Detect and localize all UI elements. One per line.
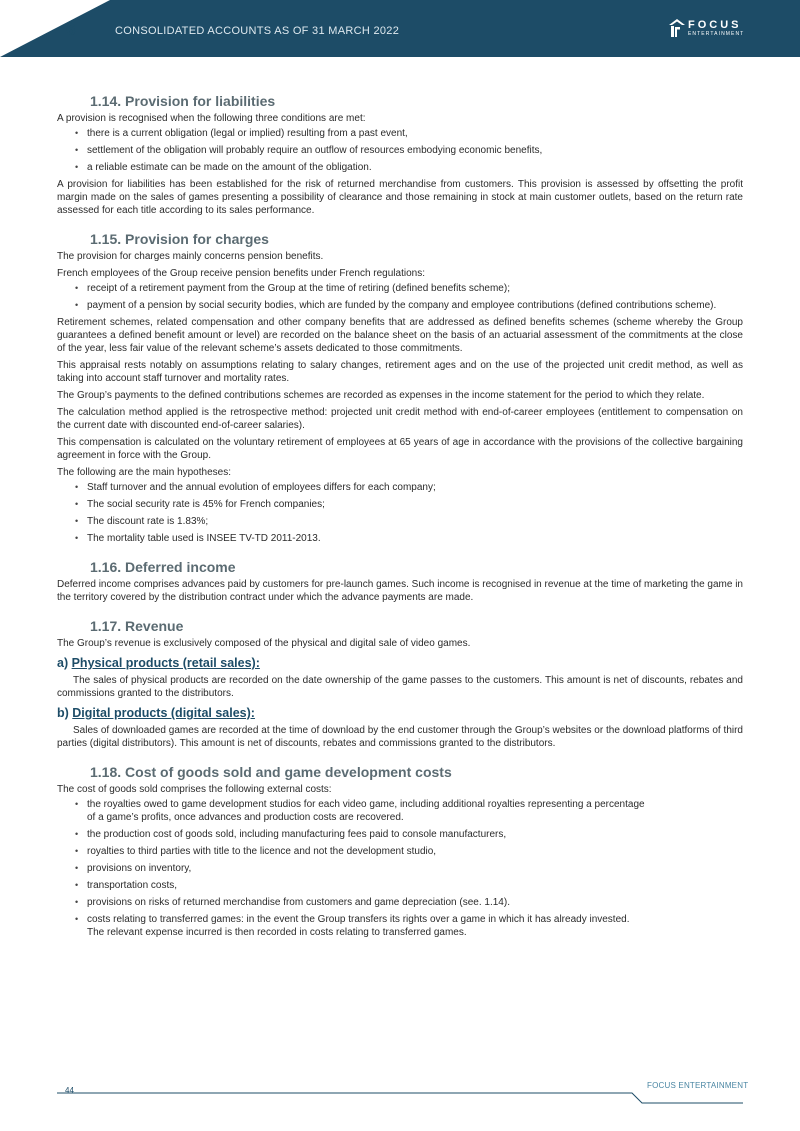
subheading-physical-products (57, 656, 743, 671)
list-item: • provisions on risks of returned merchandise from customers and game depreciation (see. 1.14). (75, 896, 743, 909)
paragraph: The calculation method applied is the retrospective method: projected unit credit method with end-of-career employees (entitlement to compensation on the current date with discounted end-of-career salaries). (57, 407, 743, 431)
list-item: • a reliable estimate can be made on the amount of the obligation. (75, 161, 743, 174)
paragraph: The sales of physical products are recorded on the date ownership of the game passes to the customers. This amount is net of discounts, rebates and commissions granted to the distributors. (57, 675, 743, 699)
focus-logo-icon (669, 19, 685, 37)
list-item: • payment of a pension by social security bodies, which are funded by the company and employee contributions (defined contributions scheme). (75, 299, 743, 312)
bullet-list (75, 798, 743, 939)
page-header (0, 0, 800, 57)
list-item: • The discount rate is 1.83%; (75, 515, 743, 528)
focus-logo (669, 19, 749, 39)
paragraph: The following are the main hypotheses: (57, 467, 231, 478)
paragraph: A provision for liabilities has been established for the risk of returned merchandise from customers. This provision is assessed by offsetting the profit margin made on the sales of games presenting a possibility of clearance and those remaining in stock at main customer outlets, based on the return rate assessed for each title according to its sales performance. (57, 179, 743, 216)
list-item: • The mortality table used is INSEE TV-TD 2011-2013. (75, 532, 743, 545)
logo-wordmark: FOCUS (688, 19, 742, 31)
list-item: • The social security rate is 45% for French companies; (75, 498, 743, 511)
paragraph: The Group’s payments to the defined contributions schemes are recorded as expenses in the income statement for the period to which they relate. (57, 390, 705, 401)
section-heading-1-18: 1.18. Cost of goods sold and game development costs (90, 764, 452, 780)
list-item: • the production cost of goods sold, including manufacturing fees paid to console manufacturers, (75, 828, 743, 841)
list-item (75, 798, 743, 824)
footer-rule (57, 1092, 743, 1106)
list-item: • receipt of a retirement payment from the Group at the time of retiring (defined benefits scheme); (75, 282, 743, 295)
paragraph: A provision is recognised when the following three conditions are met: (57, 113, 366, 124)
list-item: • Staff turnover and the annual evolution of employees differs for each company; (75, 481, 743, 494)
paragraph: The Group’s revenue is exclusively composed of the physical and digital sale of video games. (57, 638, 471, 649)
subheading-digital-products (57, 706, 743, 721)
subheading-title: Physical products (retail sales): (71, 656, 260, 670)
subheading-prefix: b) (57, 706, 73, 720)
paragraph: French employees of the Group receive pension benefits under French regulations: (57, 268, 425, 279)
section-heading-1-16: 1.16. Deferred income (90, 559, 236, 575)
bullet-list (75, 282, 743, 312)
section-heading-1-15: 1.15. Provision for charges (90, 231, 269, 247)
subheading-title: Digital products (digital sales): (72, 706, 255, 720)
paragraph: Retirement schemes, related compensation and other company benefits that are addressed as defined benefits schemes (scheme whereby the Group guarantees a defined benefit amount or level) are recorded on the balance sheet on the basis of an actuarial assessment of the commitments at the close of the year, less fair value of the relevant scheme’s assets dedicated to those commitments. (57, 317, 743, 354)
paragraph: This appraisal rests notably on assumptions relating to salary changes, retirement ages and on the use of the projected unit credit method, as well as taking into account staff turnover and mortality rates. (57, 360, 743, 384)
list-item-line: The relevant expense incurred is then recorded in costs relating to transferred games. (87, 927, 467, 938)
subheading-prefix: a) (57, 656, 72, 670)
list-item-line: costs relating to transferred games: in the event the Group transfers its rights over a game in which it has already invested. (87, 914, 630, 925)
header-title: CONSOLIDATED ACCOUNTS AS OF 31 MARCH 2022 (115, 25, 400, 37)
list-item: • transportation costs, (75, 879, 743, 892)
header-corner-shape (0, 0, 110, 57)
paragraph: Deferred income comprises advances paid by customers for pre-launch games. Such income is recognised in revenue at the time of marketing the game in the territory covered by the distribution contract under which the advance payments are made. (57, 579, 743, 603)
paragraph: The provision for charges mainly concerns pension benefits. (57, 251, 324, 262)
page-number: 44 (65, 1086, 74, 1095)
bullet-list (75, 481, 743, 545)
list-item (75, 913, 743, 939)
list-item: • settlement of the obligation will probably require an outflow of resources embodying economic benefits, (75, 144, 743, 157)
list-item: • there is a current obligation (legal or implied) resulting from a past event, (75, 127, 743, 140)
footer-brand: FOCUS ENTERTAINMENT (647, 1081, 749, 1090)
bullet-list (75, 127, 743, 174)
logo-subtitle: ENTERTAINMENT (688, 31, 745, 37)
list-item: • royalties to third parties with title to the licence and not the development studio, (75, 845, 743, 858)
paragraph: This compensation is calculated on the voluntary retirement of employees at 65 years of age in accordance with the provisions of the collective bargaining agreement in force with the Group. (57, 437, 743, 461)
document-body (57, 93, 743, 943)
section-heading-1-17: 1.17. Revenue (90, 618, 184, 634)
section-heading-1-14: 1.14. Provision for liabilities (90, 93, 276, 109)
list-item-line: the royalties owed to game development studios for each video game, including additional royalties representing a percentage (87, 799, 645, 810)
chapter-number: 6 (66, 20, 76, 39)
list-item-line: of a game’s profits, once advances and production costs are recovered. (87, 812, 404, 823)
paragraph: The cost of goods sold comprises the following external costs: (57, 784, 332, 795)
paragraph: Sales of downloaded games are recorded at the time of download by the end customer through the Group’s websites or the download platforms of third parties (digital distributors). This amount is net of discounts, rebates and commissions granted to the distributors. (57, 725, 743, 749)
list-item: • provisions on inventory, (75, 862, 743, 875)
